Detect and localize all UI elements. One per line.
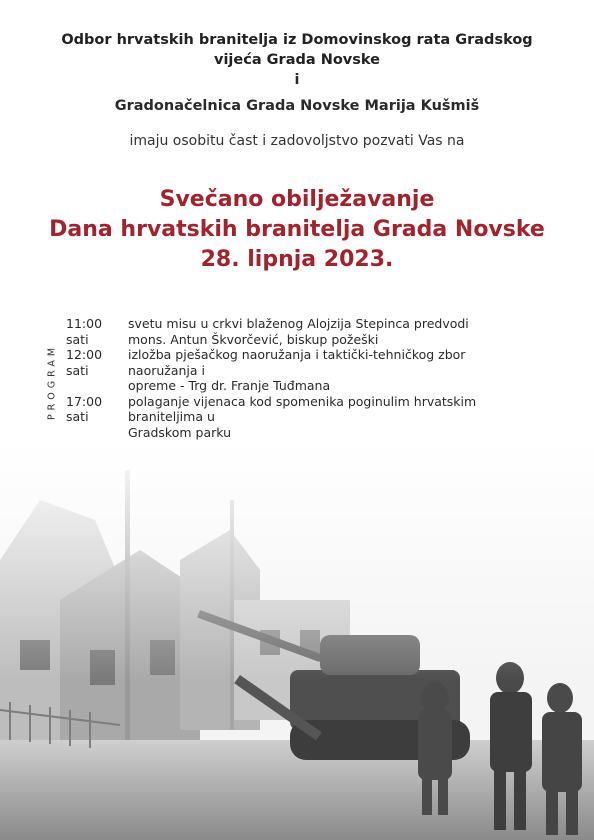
schedule-desc-line: polaganje vijenaca kod spomenika poginulim hrvatskim braniteljima u (128, 393, 477, 424)
mayor-line: Gradonačelnica Grada Novske Marija Kušmiš (114, 98, 480, 114)
invitation-text: imaju osobitu čast i zadovoljstvo pozvati Vas na (129, 133, 465, 149)
schedule-row (66, 347, 536, 394)
title-line-2: Dana hrvatskih branitelja Grada Novske (49, 217, 545, 242)
title-date: 28. lipnja 2023. (200, 247, 394, 272)
schedule-row (66, 316, 536, 347)
title-line-1: Svečano obilježavanje (159, 187, 435, 212)
schedule-row (66, 394, 536, 441)
schedule-time: 11:00 sati (66, 316, 103, 347)
schedule-desc-line: opreme - Trg dr. Franje Tuđmana (128, 378, 331, 393)
event-title (0, 185, 594, 275)
schedule-desc (128, 394, 536, 441)
schedule-time: 12:00 sati (66, 347, 103, 378)
war-photo-illustration (0, 440, 594, 840)
organizer-line-1: Odbor hrvatskih branitelja iz Domovinskog rata Gradskog (61, 32, 533, 48)
program-label-text: PROGRAM (46, 343, 58, 421)
schedule-desc-line: mons. Antun Škvorčević, biskup požeški (128, 331, 379, 347)
program-label (44, 340, 60, 430)
schedule-desc-line: svetu misu u crkvi blaženog Alojzija Stepinca predvodi (128, 316, 469, 331)
schedule-desc-line: Gradskom parku (128, 424, 232, 440)
conjunction: i (294, 72, 300, 88)
schedule-desc-line: izložba pješačkog naoružanja i taktički-tehničkog zbor naoružanja i (128, 347, 466, 378)
schedule-desc (128, 347, 536, 394)
organizer-line-2: vijeća Grada Novske (214, 52, 380, 68)
invitation-header (0, 30, 594, 149)
schedule-time: 17:00 sati (66, 393, 103, 424)
schedule-desc (128, 316, 536, 347)
